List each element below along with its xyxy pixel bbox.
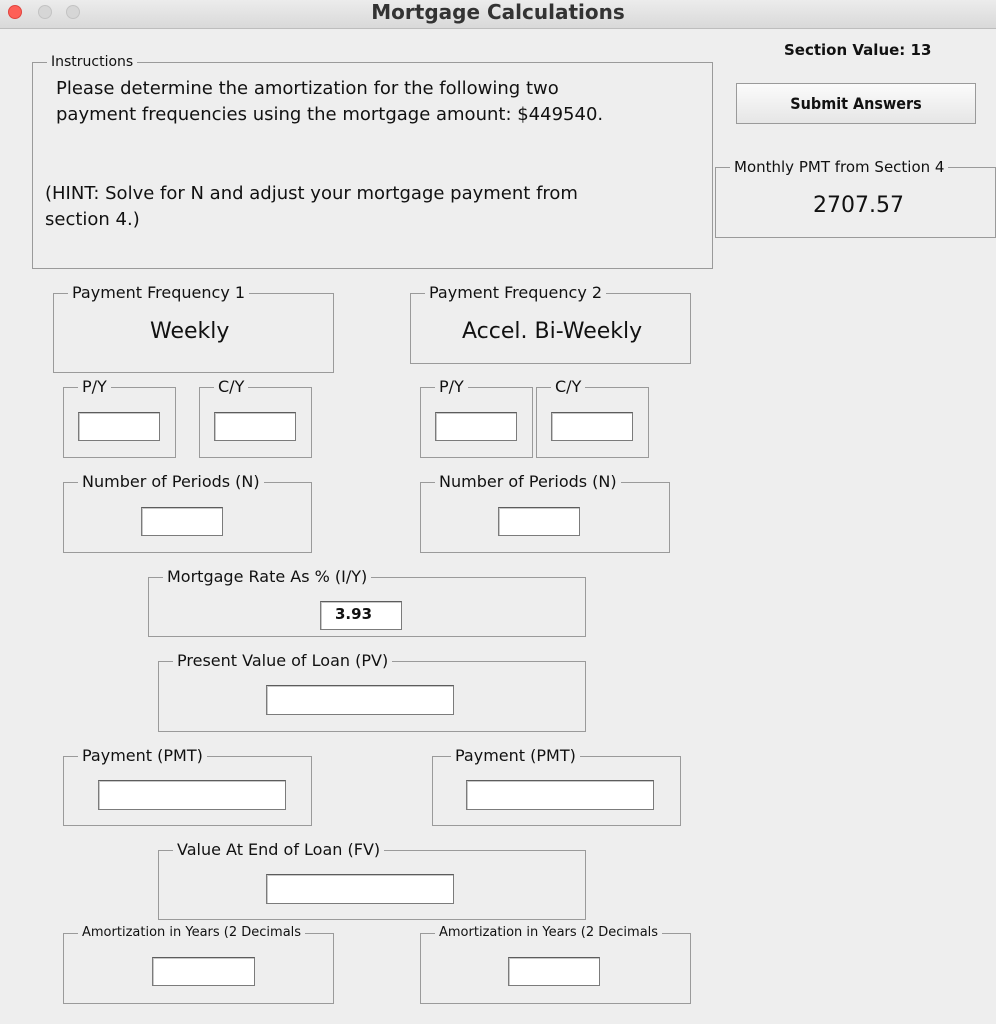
mortgage-rate-input[interactable]: 3.93	[320, 601, 402, 630]
submit-answers-button[interactable]: Submit Answers	[736, 83, 976, 124]
cy-1-legend: C/Y	[214, 378, 248, 396]
future-value-legend: Value At End of Loan (FV)	[173, 841, 384, 859]
monthly-pmt-value: 2707.57	[813, 193, 904, 218]
payment-frequency-2-value: Accel. Bi-Weekly	[462, 319, 643, 344]
window-title: Mortgage Calculations	[371, 0, 625, 24]
instructions-line-1: Please determine the amortization for the following two	[56, 78, 559, 99]
hint-line-2: section 4.)	[45, 209, 140, 230]
payment-1-group	[63, 746, 312, 826]
number-of-periods-2-input[interactable]	[498, 507, 580, 536]
title-bar	[0, 0, 996, 29]
amortization-1-legend: Amortization in Years (2 Decimals	[78, 924, 305, 942]
hint-line-1: (HINT: Solve for N and adjust your mortgage payment from	[45, 183, 578, 204]
monthly-pmt-group	[715, 158, 996, 238]
cy-2-group	[536, 377, 649, 458]
number-of-periods-2-legend: Number of Periods (N)	[435, 473, 621, 491]
cy-1-group	[199, 377, 312, 458]
amortization-1-group	[63, 925, 334, 1004]
payment-1-input[interactable]	[98, 780, 286, 810]
number-of-periods-1-input[interactable]	[141, 507, 223, 536]
cy-1-input[interactable]	[214, 412, 296, 441]
present-value-legend: Present Value of Loan (PV)	[173, 652, 392, 670]
payment-frequency-2-group	[410, 283, 691, 364]
py-2-input[interactable]	[435, 412, 517, 441]
instructions-legend: Instructions	[47, 53, 137, 71]
payment-2-group	[432, 746, 681, 826]
instructions-line-2: payment frequencies using the mortgage amount: $449540.	[56, 104, 604, 125]
py-1-legend: P/Y	[78, 378, 111, 396]
payment-2-legend: Payment (PMT)	[451, 747, 580, 765]
number-of-periods-2-group	[420, 472, 670, 553]
payment-frequency-1-group	[53, 283, 334, 373]
section-value: Section Value: 13	[784, 41, 932, 59]
cy-2-legend: C/Y	[551, 378, 585, 396]
number-of-periods-1-legend: Number of Periods (N)	[78, 473, 264, 491]
py-2-group	[420, 377, 533, 458]
payment-frequency-2-legend: Payment Frequency 2	[425, 284, 606, 302]
mortgage-rate-legend: Mortgage Rate As % (I/Y)	[163, 568, 371, 586]
payment-frequency-1-value: Weekly	[150, 319, 230, 344]
future-value-input[interactable]	[266, 874, 454, 904]
number-of-periods-1-group	[63, 472, 312, 553]
amortization-2-group	[420, 925, 691, 1004]
future-value-group	[158, 840, 586, 920]
amortization-2-input[interactable]	[508, 957, 600, 986]
py-1-group	[63, 377, 176, 458]
monthly-pmt-legend: Monthly PMT from Section 4	[730, 158, 948, 176]
py-2-legend: P/Y	[435, 378, 468, 396]
present-value-group	[158, 651, 586, 732]
amortization-2-legend: Amortization in Years (2 Decimals	[435, 924, 662, 942]
present-value-input[interactable]	[266, 685, 454, 715]
amortization-1-input[interactable]	[152, 957, 255, 986]
payment-1-legend: Payment (PMT)	[78, 747, 207, 765]
mortgage-rate-group	[148, 567, 586, 637]
payment-frequency-1-legend: Payment Frequency 1	[68, 284, 249, 302]
instructions-group	[32, 54, 713, 269]
cy-2-input[interactable]	[551, 412, 633, 441]
payment-2-input[interactable]	[466, 780, 654, 810]
py-1-input[interactable]	[78, 412, 160, 441]
